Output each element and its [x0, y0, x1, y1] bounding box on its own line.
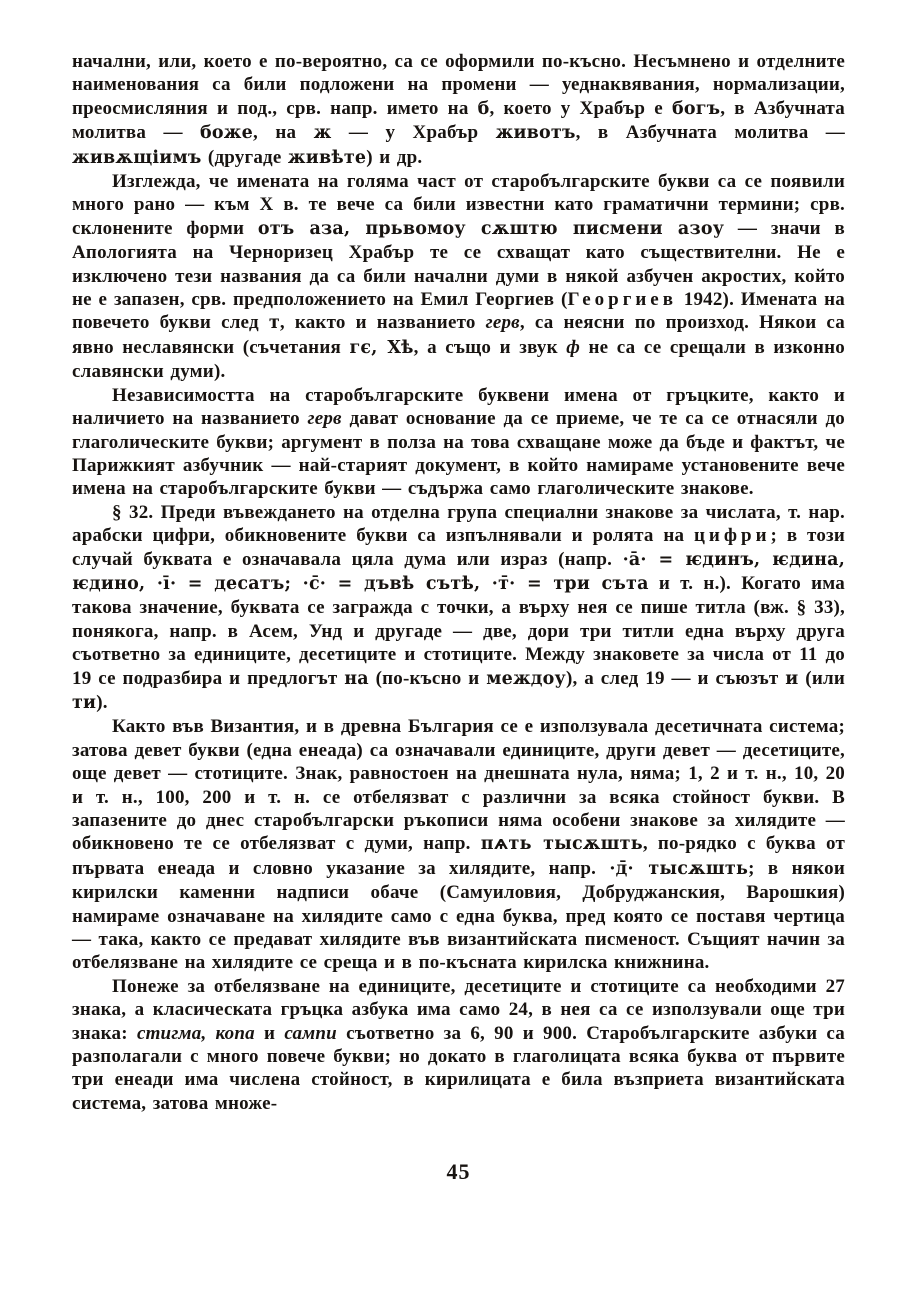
italic-term: сампи — [284, 1022, 337, 1044]
letterspaced-name: Георгиев — [567, 289, 677, 311]
old-slavonic-text: междоу — [486, 668, 566, 689]
old-slavonic-text: пѧть тысѫшть — [480, 834, 643, 855]
paragraph-glagolitic — [72, 384, 845, 501]
italic-term: герв — [307, 408, 342, 430]
old-slavonic-text: ж — [313, 123, 332, 144]
old-slavonic-text: живѣте — [287, 147, 367, 168]
text-run: и т. н.). Когато има такова значение, буквата се загражда с точки, а върху нея се пише титла (вж. § 33), понякога, напр. в Асем, Унд и другаде — две, дори три титли една върху друга съответно за единиците, десетиците и стотиците. Между знаковете за числа от 11 до 19 се подразбира и предлогът — [72, 572, 845, 689]
italic-term: стигма, копа — [136, 1022, 255, 1044]
text-run: и — [254, 1022, 285, 1044]
paragraph-decimal-system — [72, 715, 845, 974]
text-run: § 32. Преди въвеждането на отделна група специални знакове за числата, т. нар. арабски цифри, обикновените букви са изпълнявали и ролята на — [72, 501, 845, 547]
letterspaced-name: цифри — [693, 525, 771, 547]
old-slavonic-text: животъ — [495, 123, 576, 144]
text-run: , в Азбучната молитва — — [575, 122, 845, 144]
text-run: Независимостта на старобългарските буквени имена от гръцките, както и наличието на названието — [72, 384, 845, 430]
old-slavonic-text: ти — [72, 692, 97, 713]
italic-term: ф — [566, 336, 581, 358]
italic-term: герв — [485, 312, 520, 334]
text-run: (или — [798, 667, 845, 689]
text-run: , в Азбучната молитва — — [72, 97, 846, 144]
text-run: , на — [253, 122, 314, 144]
old-slavonic-text: живѫщіимъ — [72, 147, 202, 168]
old-slavonic-text: отъ аза, прьвомоу сѫштю писмени азоу — [257, 218, 725, 239]
text-run: начални, или, което е по-вероятно, са се оформили по-късно. Несъмнено и отделните наименования са били подложени на промени — уеднаквявания, нормализации, преосмисляния и под., срв. напр. името на — [72, 51, 845, 119]
text-run: съответно за 6, 90 и 900. Старобългарските азбуки са разполагали с много повече букви; но докато в глаголицата всяка буква от първите три енеади има числена стойност, в кирилицата е била възприета византийската система, затова множе- — [72, 1022, 845, 1114]
paragraph-section-32 — [72, 501, 845, 716]
text-run: , както и названието — [279, 312, 486, 334]
text-run: Понеже за отбелязване на единиците, десетиците и стотиците са необходими 27 знака, а класическата гръцка азбука има само 24, в нея са се използували още три знака: — [72, 975, 845, 1044]
text-run: ; в някои кирилски каменни надписи обаче (Самуиловия, Добруджанския, Варошкия) намираме означаване на хилядите само с една буква, пред която се поставя чертица — така, както се предават хилядите във византийската писменост. Същият начин за отбелязване на хилядите се среща и в по-късната кирилска книжнина. — [72, 857, 845, 974]
paragraph-continuation — [72, 50, 845, 170]
text-run: , а също и звук — [413, 336, 567, 358]
text-run: ; в този случай буквата е означавала цяла дума или израз (напр. — [72, 525, 845, 570]
old-slavonic-text: боже — [200, 123, 253, 144]
text-run: ), а след 19 — и съюзът — [565, 667, 786, 689]
page-number: 45 — [446, 1159, 471, 1185]
old-slavonic-text: и — [785, 668, 799, 689]
old-slavonic-text: ·д̄· тысѫшть — [609, 858, 749, 879]
old-slavonic-text: на — [344, 668, 369, 689]
text-run: — у Храбър — [331, 122, 496, 144]
old-slavonic-text: т — [268, 313, 280, 334]
text-run: ). — [96, 691, 108, 713]
text-run: , което у Храбър е — [489, 97, 672, 119]
old-slavonic-text: богъ — [671, 98, 721, 119]
text-run: , по-рядко с буква от първата енеада и словно указание за хилядите, напр. — [72, 833, 845, 879]
text-run: , са неясни по произход. Някои са явно неславянски (съчетания — [72, 312, 845, 358]
text-run: дават основание да се приеме, че те са се отнасяли до глаголическите букви; аргумент в полза на това схващане може да бъде и фактът, че Парижкият азбучник — най-старият документ, в който намираме установените вече имена на старобългарските букви — съдържа само глаголическите знакове. — [72, 408, 845, 500]
page-text — [72, 50, 845, 1115]
text-run: Както във Византия, и в древна България се е използувала десетичната система; затова девет букви (една енеада) са означавали единиците, други девет — десетиците, още девет — стотиците. Знак, равностоен на днешната нула, няма; 1, 2 и т. н., 10, 20 и т. н., 100, 200 и т. н. се отбелязват с различни за всяка стойност букви. В запазените до днес старобългарски ръкописи няма особени знакове за хилядите — обикновено те се отбелязват с думи, напр. — [72, 716, 845, 855]
text-run: (по-късно и — [368, 667, 487, 689]
text-run: (другаде — [201, 146, 288, 168]
text-run: 1942). Имената на повечето букви след — [72, 289, 845, 334]
old-slavonic-text: ·а̄· = ѥдинъ, ѥдина, ѥдино, ·ī· = десатъ; ·с̄· = дъвѣ сътѣ, ·т̄· = три съта — [72, 549, 846, 594]
text-run: Изглежда, че имената на голяма част от старобългарските букви са се появили много рано — към X в. те вече са били известни като граматични термини; срв. склонените форми — [72, 171, 845, 239]
old-slavonic-text: гє, Хѣ — [349, 337, 414, 358]
old-slavonic-text: б — [477, 98, 490, 119]
text-run: не са се срещали в изконно славянски думи). — [72, 336, 845, 383]
text-run: — значи в Апологията на Черноризец Храбър те се схващат като съществителни. Не е изключено тези названия да са били начални думи в някой азбучен акростих, който не е запазен, срв. предположението на Емил Георгиев ( — [72, 217, 846, 311]
text-run: ) и др. — [366, 146, 423, 168]
paragraph-letter-names — [72, 170, 845, 384]
paragraph-27-signs — [72, 975, 845, 1115]
